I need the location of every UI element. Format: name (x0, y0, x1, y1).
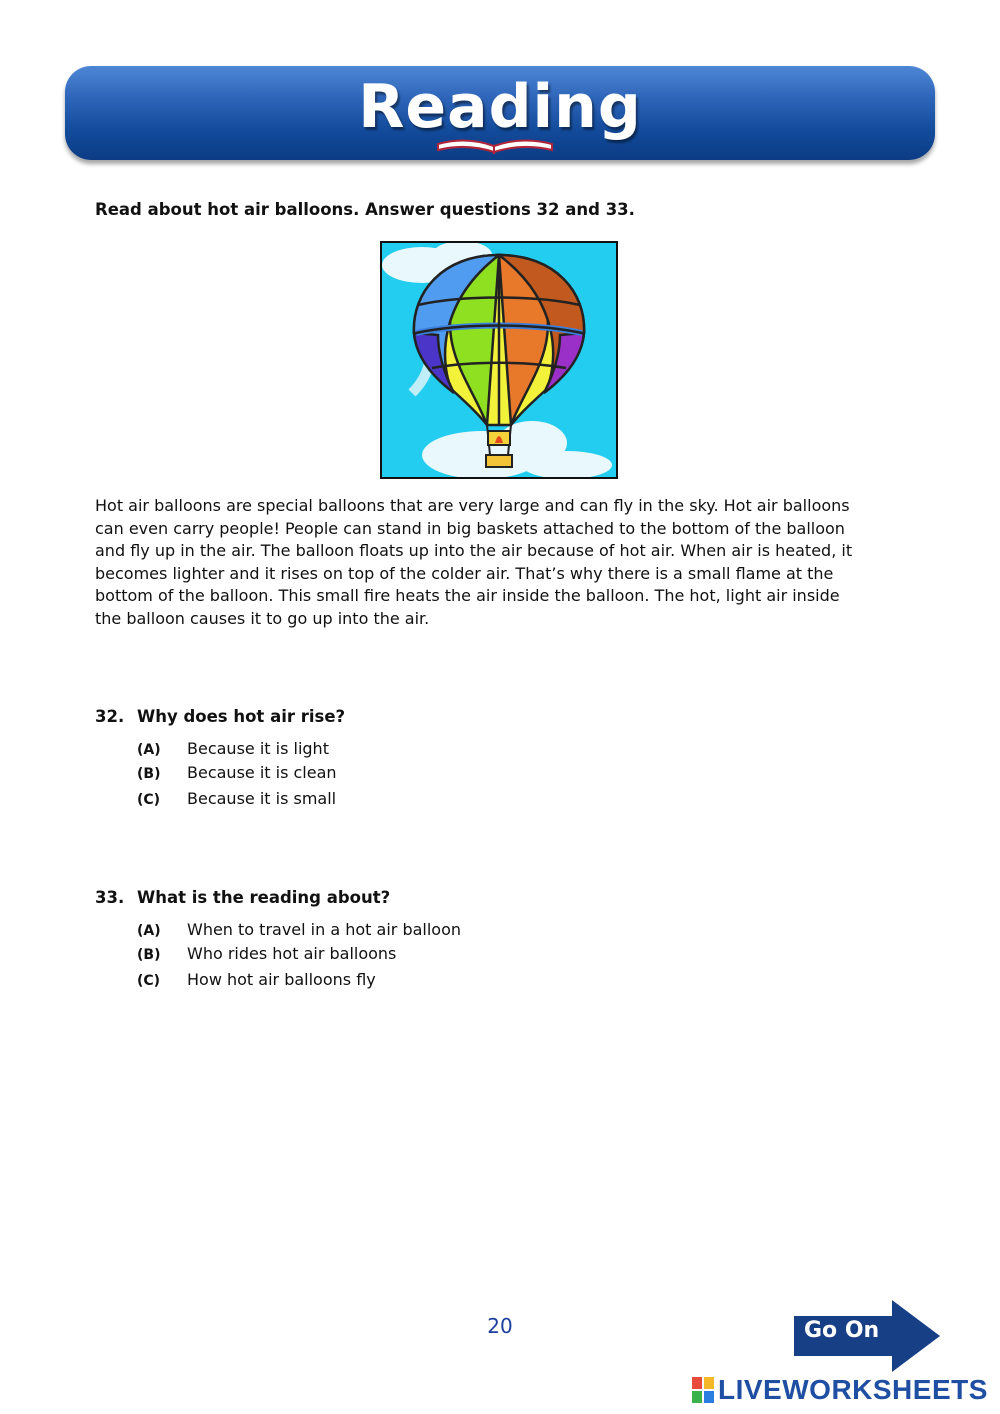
answer-option-33c[interactable] (137, 970, 376, 989)
question-33 (95, 888, 390, 907)
brand-name: LIVEWORKSHEETS (718, 1374, 988, 1405)
option-text: How hot air balloons fly (187, 970, 376, 989)
open-book-icon (430, 136, 560, 158)
question-number: 33. (95, 888, 125, 907)
option-text: When to travel in a hot air balloon (187, 920, 462, 939)
instruction-text: Read about hot air balloons. Answer questions 32 and 33. (95, 200, 635, 219)
option-text: Who rides hot air balloons (187, 944, 397, 963)
question-text: What is the reading about? (137, 888, 391, 907)
answer-option-33a[interactable] (137, 920, 461, 939)
page-number: 20 (487, 1314, 513, 1338)
question-number: 32. (95, 707, 125, 726)
go-on-label: Go On (804, 1318, 880, 1343)
answer-option-33b[interactable] (137, 944, 396, 963)
option-letter: (B) (137, 766, 161, 782)
answer-option-32c[interactable] (137, 789, 336, 808)
option-letter: (A) (137, 923, 161, 939)
answer-option-32a[interactable] (137, 739, 329, 758)
answer-option-32b[interactable] (137, 763, 337, 782)
option-text: Because it is small (187, 789, 337, 808)
hot-air-balloon-picture (380, 241, 618, 479)
option-letter: (A) (137, 742, 161, 758)
liveworksheets-logo-icon (692, 1377, 714, 1403)
question-32 (95, 707, 345, 726)
liveworksheets-brand (692, 1374, 988, 1406)
option-letter: (B) (137, 947, 161, 963)
option-text: Because it is clean (187, 763, 337, 782)
reading-passage: Hot air balloons are special balloons that are very large and can fly in the sky. Hot air balloons can even carry people! People can stand in big baskets attached to the bottom of the balloon and fly up in the air. The balloon floats up into the air because of hot air. When air is heated, it becomes lighter and it rises on top of the colder air. That’s why there is a small flame at the bottom of the balloon. This small fire heats the air inside the balloon. The hot, light air inside the balloon causes it to go up into the air. (95, 496, 853, 628)
option-letter: (C) (137, 792, 161, 808)
option-letter: (C) (137, 973, 161, 989)
page-title: Reading (358, 72, 642, 142)
question-text: Why does hot air rise? (137, 707, 346, 726)
option-text: Because it is light (187, 739, 329, 758)
